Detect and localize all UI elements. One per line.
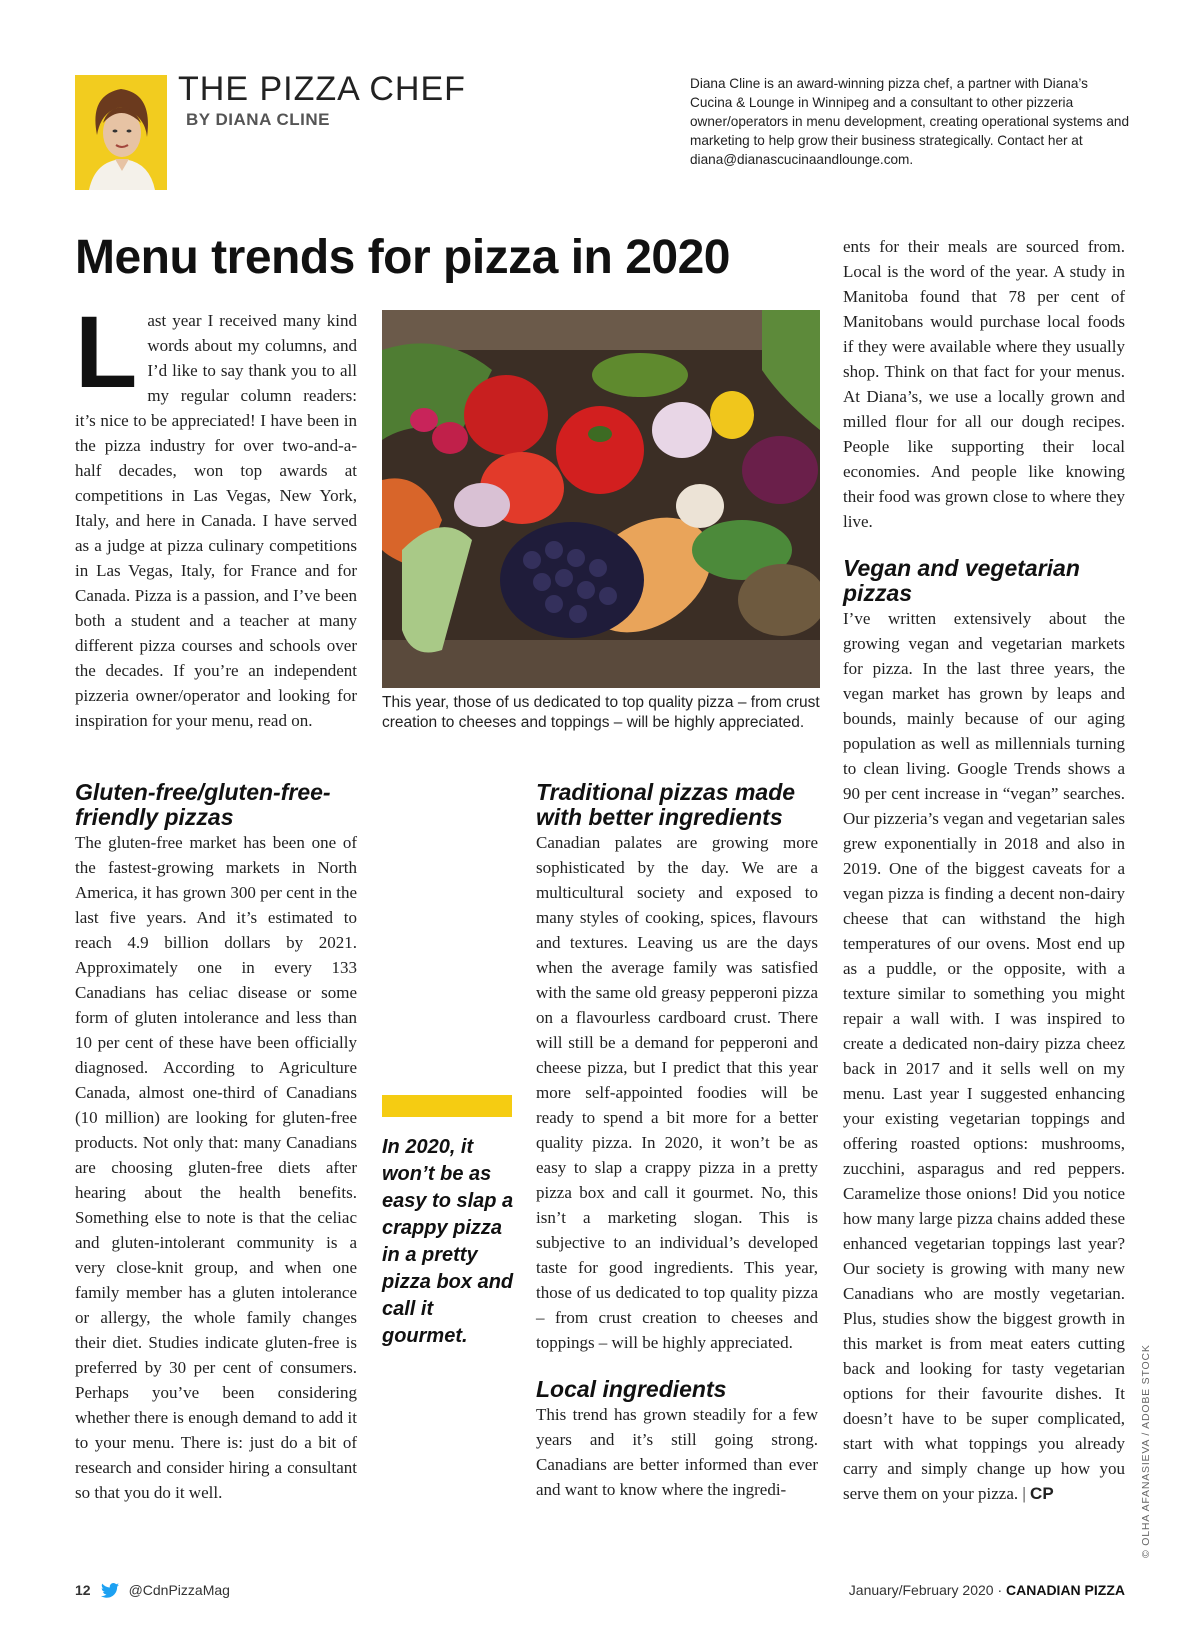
section-gluten-free xyxy=(75,780,357,1505)
issue-date: January/February 2020 · xyxy=(848,1582,1003,1598)
twitter-icon[interactable] xyxy=(101,1583,119,1598)
vegan-text: I’ve written extensively about the growing vegan and vegetarian markets for pizza. In the last three years, the vegan market has grown by leaps and bounds, mainly because of our aging population as well as millennials turning to clean living. Google Trends shows a 90 per cent increase in “vegan” searches. Our pizzeria’s vegan and vegetarian sales grew exponentially in 2018 and also in 2019. One of the biggest caveats for a vegan pizza is finding a decent non-dairy cheese that can withstand the high temperatures of our ovens. Most end up as a puddle, or the opposite, with a texture similar to something you might repair a wall with. I was inspired to create a dedicated non-dairy pizza cheez back in 2017 and it sells well on my menu. Last year I suggested enhancing your existing vegetarian toppings and offering roasted options: mushrooms, zucchini, asparagus and red peppers. Caramelize those onions! Did you notice how many large pizza chains added these enhanced vegetarian toppings last year? Our society is growing with many new Canadians who are mostly vegetarian. Plus, studies show the biggest growth in this market is from meat eaters cutting back and looking for tasty vegetarian options for their favourite dishes. It doesn’t have to be super complicated, start with what toppings you already carry and simply change up how you serve them on your pizza. xyxy=(843,609,1125,1503)
twitter-handle[interactable]: @CdnPizzaMag xyxy=(128,1582,230,1598)
author-photo xyxy=(75,75,167,190)
column-three xyxy=(843,234,1125,1506)
byline: BY DIANA CLINE xyxy=(186,110,330,129)
author-bio: Diana Cline is an award-winning pizza chef, a partner with Diana’s Cucina & Lounge in Winnipeg and a consultant to other pizzeria owner/operators in menu development, creating operational systems and marketing to help grow their business strategically. Contact her at diana@dianascucinaandlounge.com. xyxy=(690,76,1130,167)
local-continuation: ents for their meals are sourced from. Local is the word of the year. A study in Manitoba found that 78 per cent of Manitobans would purchase local foods if they were available where they usually shop. Think on that fact for your menus. At Diana’s, we use a locally grown and milled flour for all our dough recipes. People like supporting their local economies. And people like knowing their food was grown close to where they live. xyxy=(843,237,1125,531)
footer-left xyxy=(75,1582,230,1598)
dropcap: L xyxy=(75,295,138,409)
section-heading: Traditional pizzas made with better ingredients xyxy=(536,779,796,830)
pull-quote: In 2020, it won’t be as easy to slap a crappy pizza in a pretty pizza box and call it gourmet. xyxy=(382,1136,514,1347)
footer-right xyxy=(849,1582,1125,1598)
intro-paragraph xyxy=(75,295,357,733)
magazine-name: CANADIAN PIZZA xyxy=(1006,1582,1125,1598)
page-number: 12 xyxy=(75,1582,91,1598)
column-title: THE PIZZA CHEF xyxy=(178,70,466,108)
intro-text: ast year I received many kind words about my columns, and I’d like to say thank you to all my regular column readers: it’s nice to be appreciated! I have been in the pizza industry for over two-and-a-half decades, won top awards at competitions in Las Vegas, New York, Italy, and here in Canada. I have served as a judge at pizza culinary competitions in Las Vegas, Italy, for France and for Canada. Pizza is a passion, and I’ve been both a student and a teacher at many different pizza courses and schools over the decades. If you’re an independent pizzeria owner/operator and looking for inspiration for your menu, read on. xyxy=(75,311,357,730)
section-traditional xyxy=(536,780,818,1502)
photo-caption: This year, those of us dedicated to top quality pizza – from crust creation to cheeses and toppings – will be highly appreciated. xyxy=(382,694,820,731)
section-text: I’ve written extensively about the growing vegan and vegetarian markets for pizza. In the last three years, the vegan market has grown by leaps and bounds, mainly because of our aging population as well as millennials turning to clean living. Google Trends shows a 90 per cent increase in “vegan” searches. Our pizzeria’s vegan and vegetarian sales grew exponentially in 2018 and also in 2019. One of the biggest caveats for a vegan pizza is finding a decent non-dairy cheese that can withstand the high temperatures of our ovens. Most end up as a puddle, or the opposite, with a texture similar to something you might repair a wall with. I was inspired to create a dedicated non-dairy pizza cheez back in 2017 and it sells well on my menu. Last year I suggested enhancing your existing vegetarian toppings and offering roasted options: mushrooms, zucchini, asparagus and red peppers. Caramelize those onions! Did you notice how many large pizza chains added these enhanced vegetarian toppings last year? Our society is growing with many new Canadians who are mostly vegetarian. Plus, studies show the biggest growth in this market is from meat eaters cutting back and looking for tasty vegetarian options for their favourite dishes. It doesn’t have to be super complicated, start with what toppings you already carry and simply change up how you serve them on your pizza. | CP xyxy=(843,609,1125,1503)
photo-credit: © OLHA AFANASIEVA / ADOBE STOCK xyxy=(1140,1344,1152,1558)
headline: Menu trends for pizza in 2020 xyxy=(75,231,730,284)
section-heading: Vegan and vegetarian pizzas xyxy=(843,555,1080,606)
section-text: The gluten-free market has been one of the fastest-growing markets in North America, it has grown 300 per cent in the last five years. And it’s estimated to reach 4.9 billion dollars by 2021. Approximately one in every 133 Canadians has celiac disease or some form of gluten intolerance and less than 10 per cent of these have been officially diagnosed. According to Agriculture Canada, almost one-third of Canadians (10 million) are looking for gluten-free products. Not only that: many Canadians are choosing gluten-free diets after hearing about the health benefits. Something else to note is that the celiac and gluten-intolerant community is a very close-knit group, and when one family member has a gluten intolerance or allergy, the whole family changes their diet. Studies indicate gluten-free is preferred by 30 per cent of consumers. Perhaps you’ve been considering whether there is enough demand to add it to your menu. There is: just do a bit of research and consider hiring a consultant so that you do it well. xyxy=(75,833,357,1502)
pull-quote-bar xyxy=(382,1095,512,1117)
section-heading: Local ingredients xyxy=(536,1376,727,1402)
section-text: This trend has grown steadily for a few years and it’s still going strong. Canadians are better informed than ever and want to know where the ingredi- xyxy=(536,1405,818,1499)
vegetables-photo xyxy=(382,310,820,688)
end-mark: CP xyxy=(1030,1484,1054,1503)
section-heading: Gluten-free/gluten-free-friendly pizzas xyxy=(75,779,331,830)
section-text: Canadian palates are growing more sophisticated by the day. We are a multicultural society and exposed to many styles of cooking, spices, flavours and textures. Leaving us are the days when the average family was satisfied with the same old greasy pepperoni pizza on a flavourless cardboard crust. There will still be a demand for pepperoni and cheese pizza, but I predict that this year more self-appointed foodies will be ready to spend a bit more for a better quality pizza. In 2020, it won’t be as easy to slap a crappy pizza in a pretty pizza box and call it gourmet. No, this isn’t a marketing slogan. This is subjective to an individual’s developed taste for good ingredients. This year, those of us dedicated to top quality pizza – from crust creation to cheeses and toppings – will be highly appreciated. xyxy=(536,833,818,1352)
